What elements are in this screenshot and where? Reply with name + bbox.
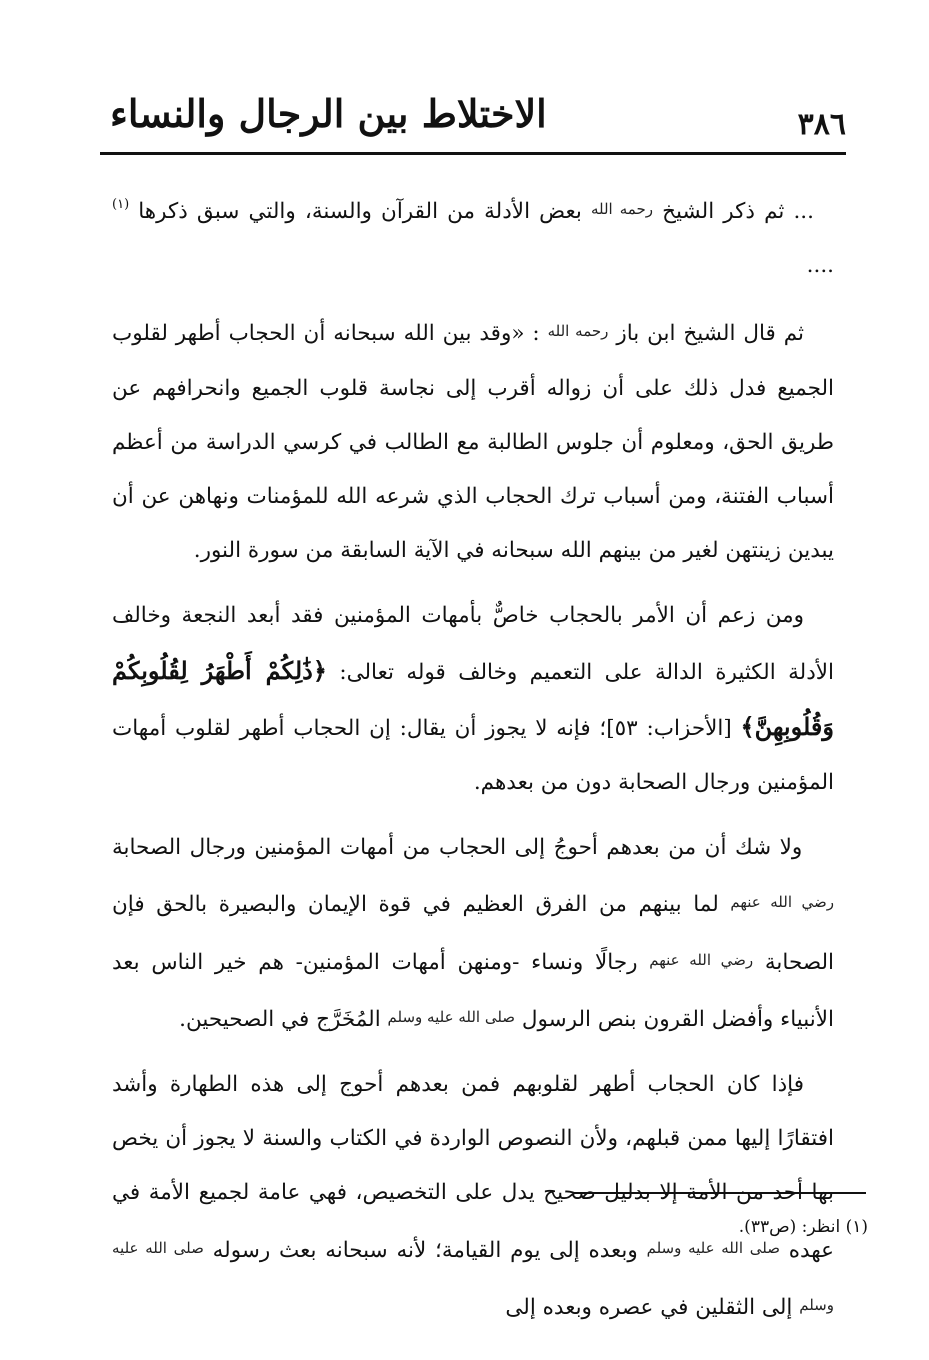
paragraph-text: .... xyxy=(806,253,834,279)
paragraph-text: إلى الثقلين في عصره وبعده إلى xyxy=(505,1294,793,1320)
paragraph-text: المُخَرَّج في الصحيحين. xyxy=(179,1006,381,1032)
paragraph-text: رجالًا ونساء -ومنهن أمهات المؤمنين- هم خير الناس بعد الأنبياء وأفضل القرون بنص الرسول xyxy=(112,949,834,1032)
paragraph-text: : «وقد بين الله سبحانه أن الحجاب أطهر لقلوب الجميع فدل ذلك على أن زواله أقرب إلى نجاسة قلوب الجميع وانحرافهم عن طريق الحق، ومعلوم أن جلوس الطالبة مع الطالب في كرسي الدراسة من أعظم أسباب الفتنة، ومن أسباب ترك الحجاب الذي شرعه الله للمؤمنات ونهاهن عن أن يبدين زينتهن لغير من بينهم الله سبحانه في الآية السابقة من سورة النور. xyxy=(112,321,834,564)
quranic-verse: ﴿ذَٰلِكُمْ أَطْهَرُ لِقُلُوبِكُمْ وَقُلُوبِهِنَّ﴾ xyxy=(112,655,834,741)
paragraph-text: وبعده إلى يوم القيامة؛ لأنه سبحانه بعث رسوله xyxy=(203,1237,638,1263)
honorific-rahimahullah: رحمه الله xyxy=(590,200,653,218)
honorific-salallahu-alayhi: صلى الله عليه وسلم xyxy=(112,1238,834,1314)
paragraph-4 xyxy=(112,821,834,1047)
body-text xyxy=(112,178,834,1346)
honorific-radiallahu-anhum: رضي الله عنهم xyxy=(730,893,834,912)
paragraph-text: ولا شك أن من بعدهم أحوجُ إلى الحجاب من أمهات المؤمنين ورجال الصحابة xyxy=(112,835,803,861)
paragraph-5 xyxy=(112,1058,834,1335)
page-header xyxy=(100,85,846,155)
honorific-rahimahullah: رحمه الله xyxy=(547,322,609,341)
page-number: ٣٨٦ xyxy=(797,107,846,142)
header-rule xyxy=(100,152,846,155)
honorific-salallahu-alayhi: صلى الله عليه وسلم xyxy=(646,1238,780,1257)
paragraph-1 xyxy=(112,178,834,293)
honorific-salallahu-alayhi: صلى الله عليه وسلم xyxy=(387,1007,516,1026)
footnote: (١) انظر: (ص٣٣). xyxy=(738,1217,868,1237)
paragraph-text: بعض الأدلة من القرآن والسنة، والتي سبق ذكرها xyxy=(138,199,582,224)
honorific-radiallahu-anhum: رضي الله عنهم xyxy=(649,950,754,969)
paragraph-2 xyxy=(112,304,834,578)
paragraph-text: ثم قال الشيخ ابن باز xyxy=(608,321,805,347)
paragraph-text: لما بينهم من الفرق العظيم في قوة الإيمان والبصيرة بالحق فإن الصحابة xyxy=(112,892,835,975)
running-title: الاختلاط بين الرجال والنساء xyxy=(110,91,547,136)
paragraph-text: فإذا كان الحجاب أطهر لقلوبهم فمن بعدهم أحوج إلى هذه الطهارة وأشد افتقارًا إليها ممن قبلهم، ولأن النصوص الواردة في الكتاب والسنة لا يجوز أن يخص بها أحد من الأمة إلا بدليل صحيح يدل على التخصيص، فهي عامة لجميع الأمة في عهده xyxy=(112,1072,835,1263)
paragraph-text: ... ثم ذكر الشيخ xyxy=(653,199,814,224)
footnote-reference: (١) xyxy=(112,197,130,212)
paragraph-text: ومن زعم أن الأمر بالحجاب خاصٌّ بأمهات المؤمنين فقد أبعد النجعة وخالف الأدلة الكثيرة الدالة على التعميم وخالف قوله تعالى: xyxy=(112,603,834,685)
paragraph-3 xyxy=(112,589,834,810)
footnote-rule xyxy=(574,1192,866,1194)
paragraph-text: [الأحزاب: ٥٣]؛ فإنه لا يجوز أن يقال: إن الحجاب أطهر لقلوب أمهات المؤمنين ورجال الصحابة دون من بعدهم. xyxy=(112,715,834,796)
